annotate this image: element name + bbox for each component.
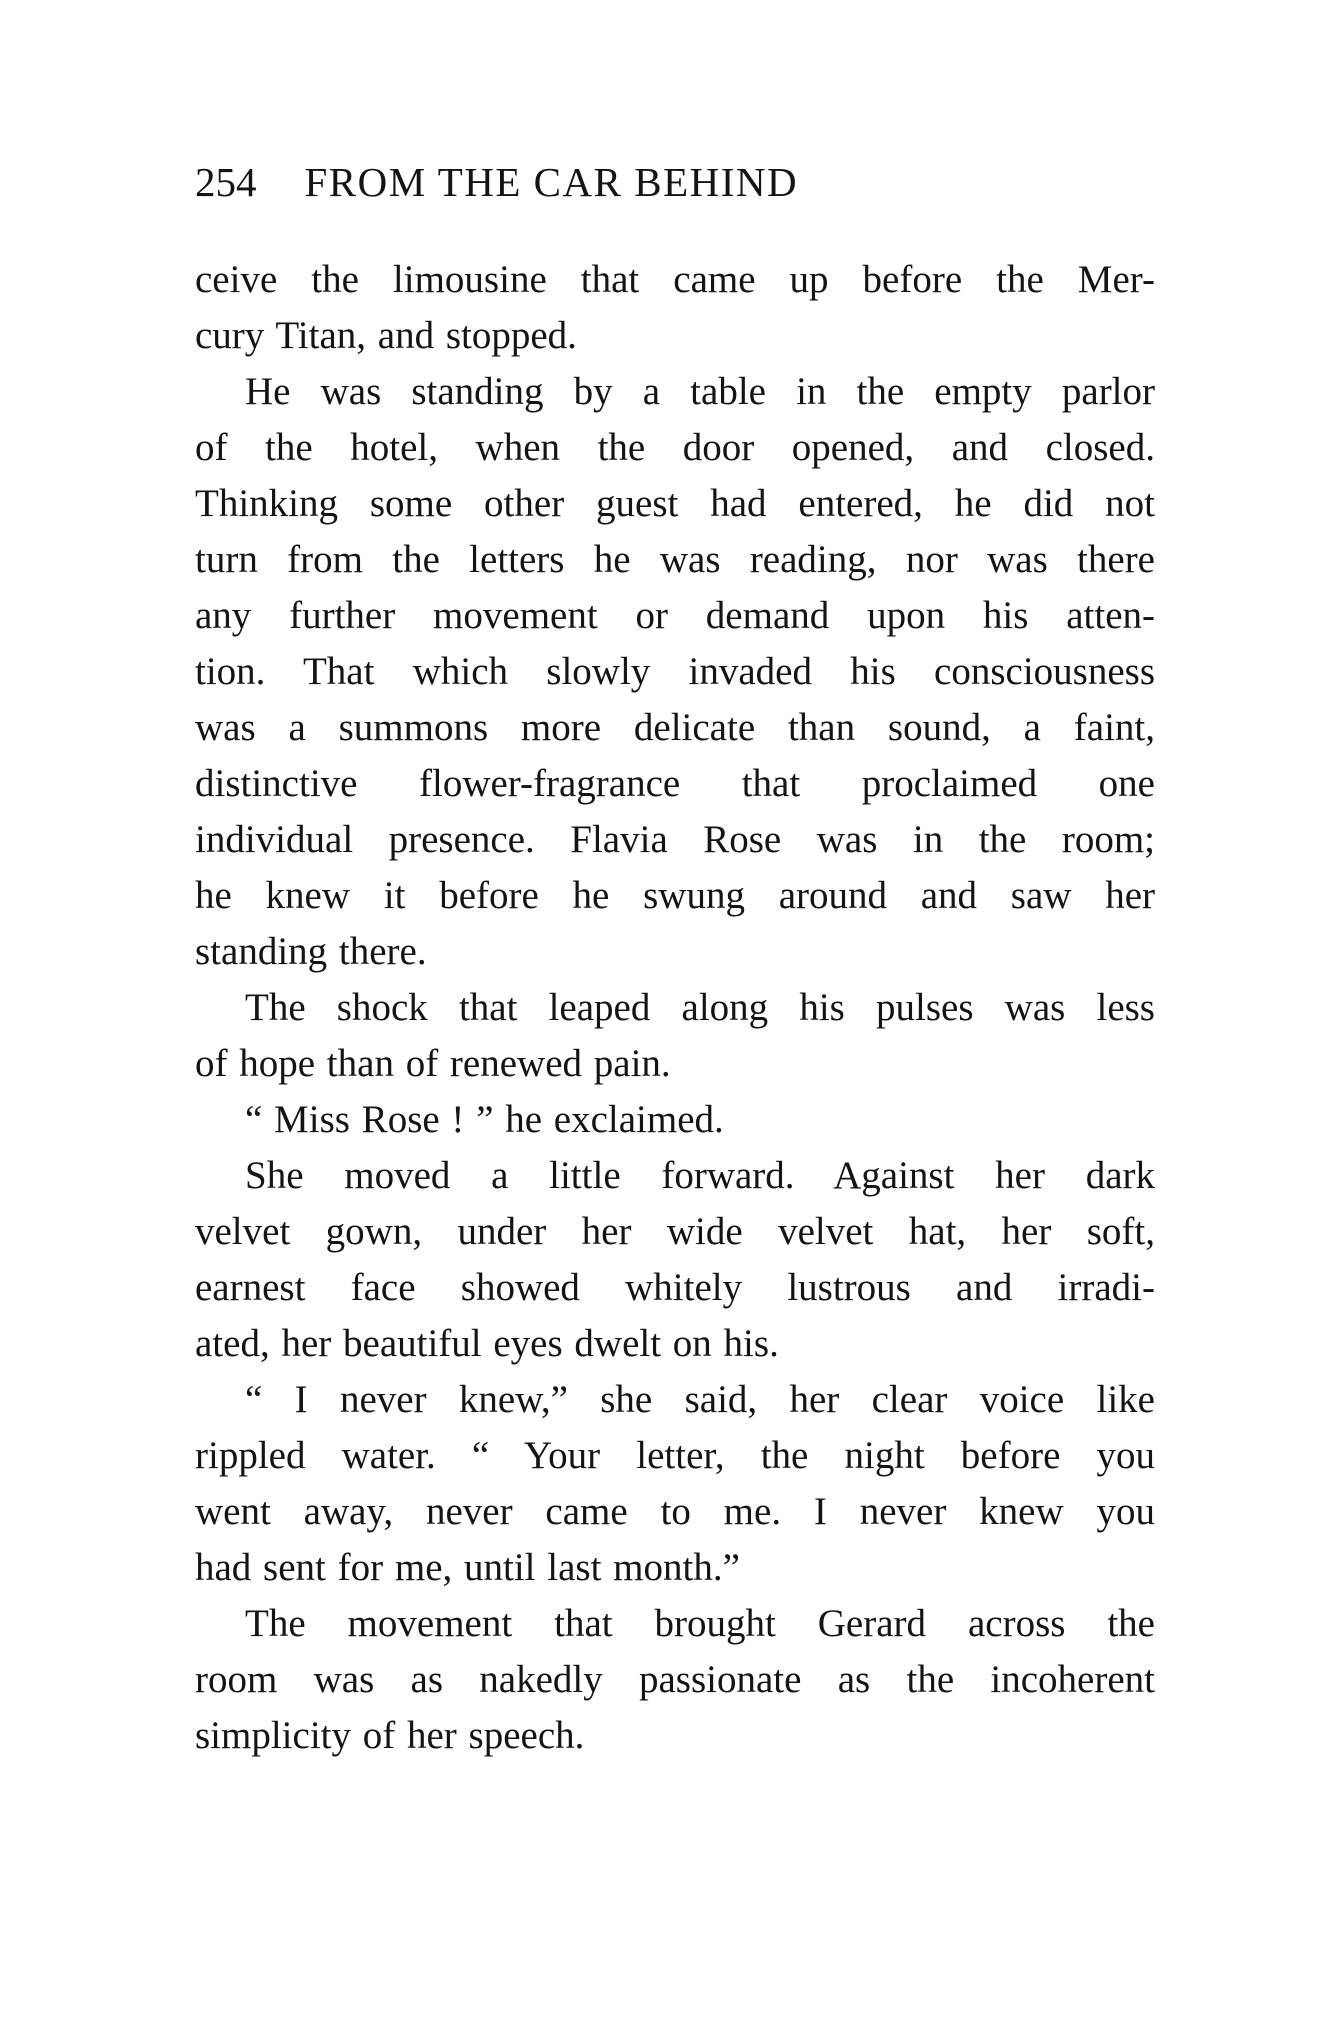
text-line: earnest face showed whitely lustrous and irradi- (195, 1266, 1155, 1309)
text-line: The movement that brought Gerard across the (245, 1602, 1155, 1645)
text-line: of hope than of renewed pain. (195, 1042, 671, 1085)
text-line: tion. That which slowly invaded his consciousness (195, 650, 1155, 693)
text-line: cury Titan, and stopped. (195, 314, 577, 357)
text-line: The shock that leaped along his pulses was less (245, 986, 1155, 1029)
text-line: velvet gown, under her wide velvet hat, her soft, (195, 1210, 1155, 1253)
text-line: ceive the limousine that came up before the Mer- (195, 258, 1155, 301)
text-line: any further movement or demand upon his atten- (195, 594, 1155, 637)
page-header (195, 152, 975, 212)
text-line: of the hotel, when the door opened, and closed. (195, 426, 1155, 469)
text-line: ated, her beautiful eyes dwelt on his. (195, 1322, 779, 1365)
text-line: was a summons more delicate than sound, a faint, (195, 706, 1155, 749)
text-line: distinctive flower-fragrance that proclaimed one (195, 762, 1155, 805)
text-line: individual presence. Flavia Rose was in the room; (195, 818, 1155, 861)
text-line: simplicity of her speech. (195, 1714, 585, 1757)
running-title: FROM THE CAR BEHIND (304, 159, 799, 205)
text-line: Thinking some other guest had entered, he did not (195, 482, 1155, 525)
text-line: went away, never came to me. I never knew you (195, 1490, 1155, 1533)
text-line: room was as nakedly passionate as the incoherent (195, 1658, 1155, 1701)
body-text (195, 252, 1155, 1764)
text-line: “ Miss Rose ! ” he exclaimed. (245, 1098, 724, 1141)
text-line: standing there. (195, 930, 427, 973)
text-line: rippled water. “ Your letter, the night before you (195, 1434, 1155, 1477)
text-line: turn from the letters he was reading, nor was there (195, 538, 1155, 581)
text-line: She moved a little forward. Against her dark (245, 1154, 1155, 1197)
page-number: 254 (195, 159, 257, 205)
text-line: He was standing by a table in the empty parlor (245, 370, 1155, 413)
text-line: he knew it before he swung around and saw her (195, 874, 1155, 917)
text-line: “ I never knew,” she said, her clear voice like (245, 1378, 1155, 1421)
text-line: had sent for me, until last month.” (195, 1546, 740, 1589)
